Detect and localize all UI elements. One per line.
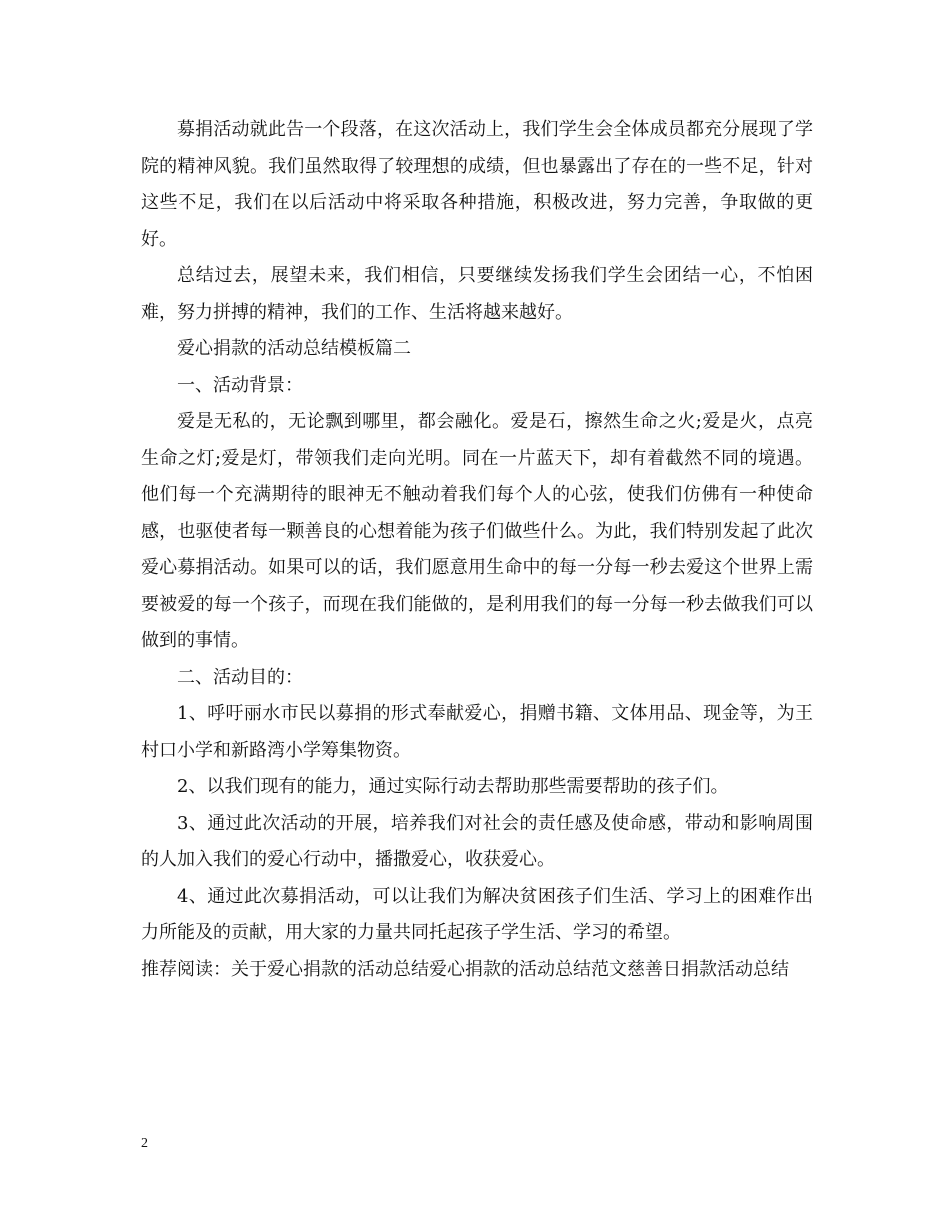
paragraph-background: 爱是无私的，无论飘到哪里，都会融化。爱是石，擦然生命之火;爱是火，点亮生命之灯;爱是灯，带领我们走向光明。同在一片蓝天下，却有着截然不同的境遇。他们每一个充满期待的眼神无不触动着我们每个人的心弦，使我们仿佛有一种使命感，也驱使者每一颗善良的心想着能为孩子们做些什么。为此，我们特别发起了此次爱心募捐活动。如果可以的话，我们愿意用生命中的每一分每一秒去爱这个世界上需要被爱的每一个孩子，而现在我们能做的，是利用我们的每一分每一秒去做我们可以做到的事情。 bbox=[141, 411, 813, 651]
section-heading-template-2: 爱心捐款的活动总结模板篇二 bbox=[177, 338, 411, 359]
purpose-item-1: 1、呼吁丽水市民以募捐的形式奉献爱心，捐赠书籍、文体用品、现金等，为王村口小学和新路湾小学筹集物资。 bbox=[141, 703, 813, 761]
section-heading-purpose: 二、活动目的： bbox=[177, 666, 303, 688]
purpose-item-4: 4、通过此次募捐活动，可以让我们为解决贫困孩子们生活、学习上的困难作出力所能及的贡献，用大家的力量共同托起孩子学生活、学习的希望。 bbox=[141, 885, 813, 943]
document-body bbox=[141, 112, 813, 988]
purpose-item-2: 2、以我们现有的能力，通过实际行动去帮助那些需要帮助的孩子们。 bbox=[177, 776, 729, 797]
paragraph-summary-1: 募捐活动就此告一个段落，在这次活动上，我们学生会全体成员都充分展现了学院的精神风貌。我们虽然取得了较理想的成绩，但也暴露出了存在的一些不足，针对这些不足，我们在以后活动中将采取各种措施，积极改进，努力完善，争取做的更好。 bbox=[141, 119, 813, 250]
recommended-reading: 推荐阅读：关于爱心捐款的活动总结爱心捐款的活动总结范文慈善日捐款活动总结 bbox=[141, 958, 789, 980]
section-heading-background: 一、活动背景： bbox=[177, 374, 303, 396]
page-number: 2 bbox=[141, 1136, 148, 1151]
paragraph-summary-2: 总结过去，展望未来，我们相信，只要继续发扬我们学生会团结一心，不怕困难，努力拼搏的精神，我们的工作、生活将越来越好。 bbox=[141, 265, 813, 323]
purpose-item-3: 3、通过此次活动的开展，培养我们对社会的责任感及使命感，带动和影响周围的人加入我们的爱心行动中，播撒爱心，收获爱心。 bbox=[141, 812, 813, 870]
